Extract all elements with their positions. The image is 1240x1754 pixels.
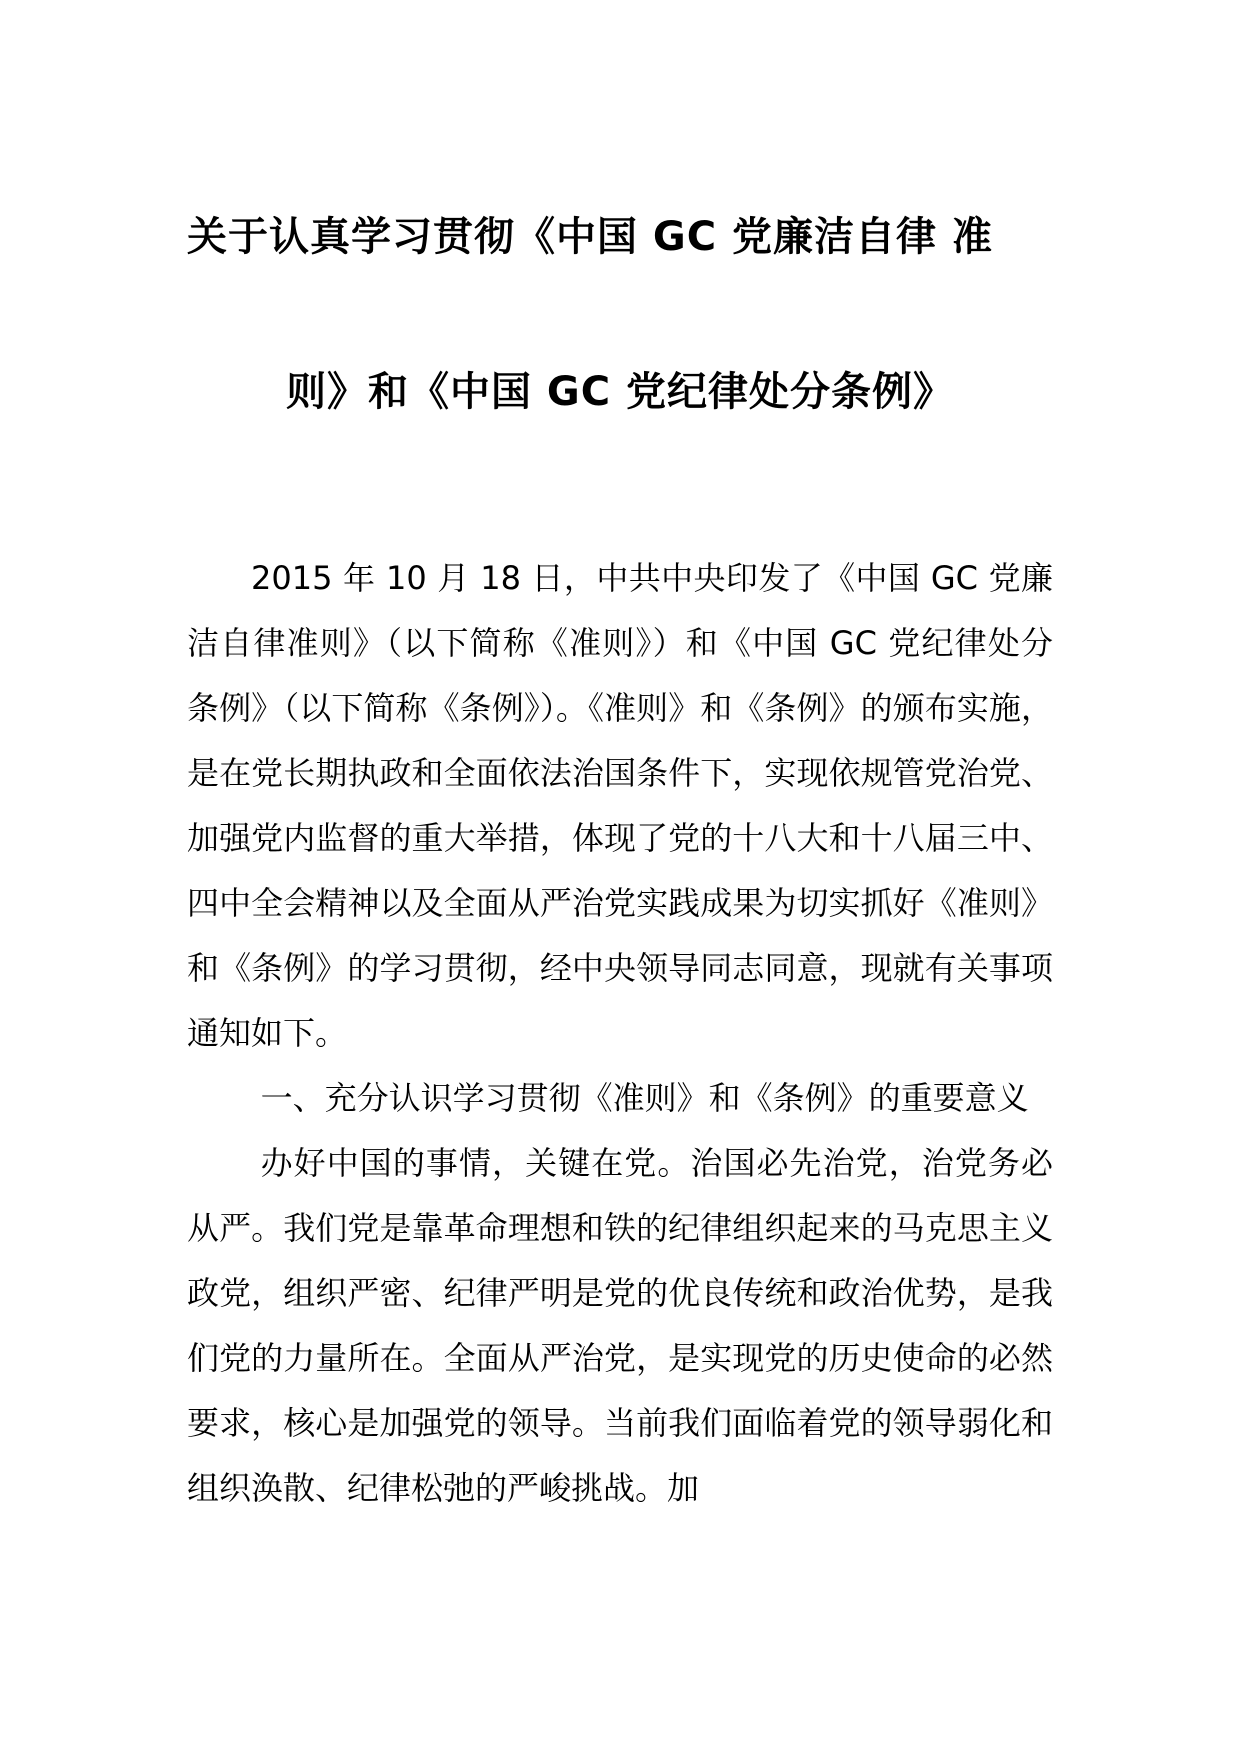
section-heading-1: 一、充分认识学习贯彻《准则》和《条例》的重要意义 (260, 1079, 1029, 1117)
document-title-line-2: 则》和《中国 GC 党纪律处分条例》 (285, 369, 955, 415)
body-paragraph-1: 2015 年 10 月 18 日，中共中央印发了《中国 GC 党廉洁自律准则》（以下简称《准则》）和《中国 GC 党纪律处分条例》（以下简称《条例》）。《准则》和《条例》的颁布实施，是在党长期执政和全面依法治国条件下，实现依规管党治党、加强党内监督的重大举措，体现了党的十八大和十八届三中、四中全会精神以及全面从严治党实践成果为切实抓好《准则》和《条例》的学习贯彻，经中央领导同志同意，现就有关事项通知如下。 (187, 559, 1053, 1052)
document-title-line-1: 关于认真学习贯彻《中国 GC 党廉洁自律 准 (187, 214, 993, 260)
body-paragraph-2: 办好中国的事情，关键在党。治国必先治党，治党务必从严。我们党是靠革命理想和铁的纪律组织起来的马克思主义政党，组织严密、纪律严明是党的优良传统和政治优势，是我们党的力量所在。全面从严治党，是实现党的历史使命的必然要求，核心是加强党的领导。当前我们面临着党的领导弱化和组织涣散、纪律松弛的严峻挑战。加 (187, 1144, 1053, 1507)
document-body (187, 546, 1053, 1521)
